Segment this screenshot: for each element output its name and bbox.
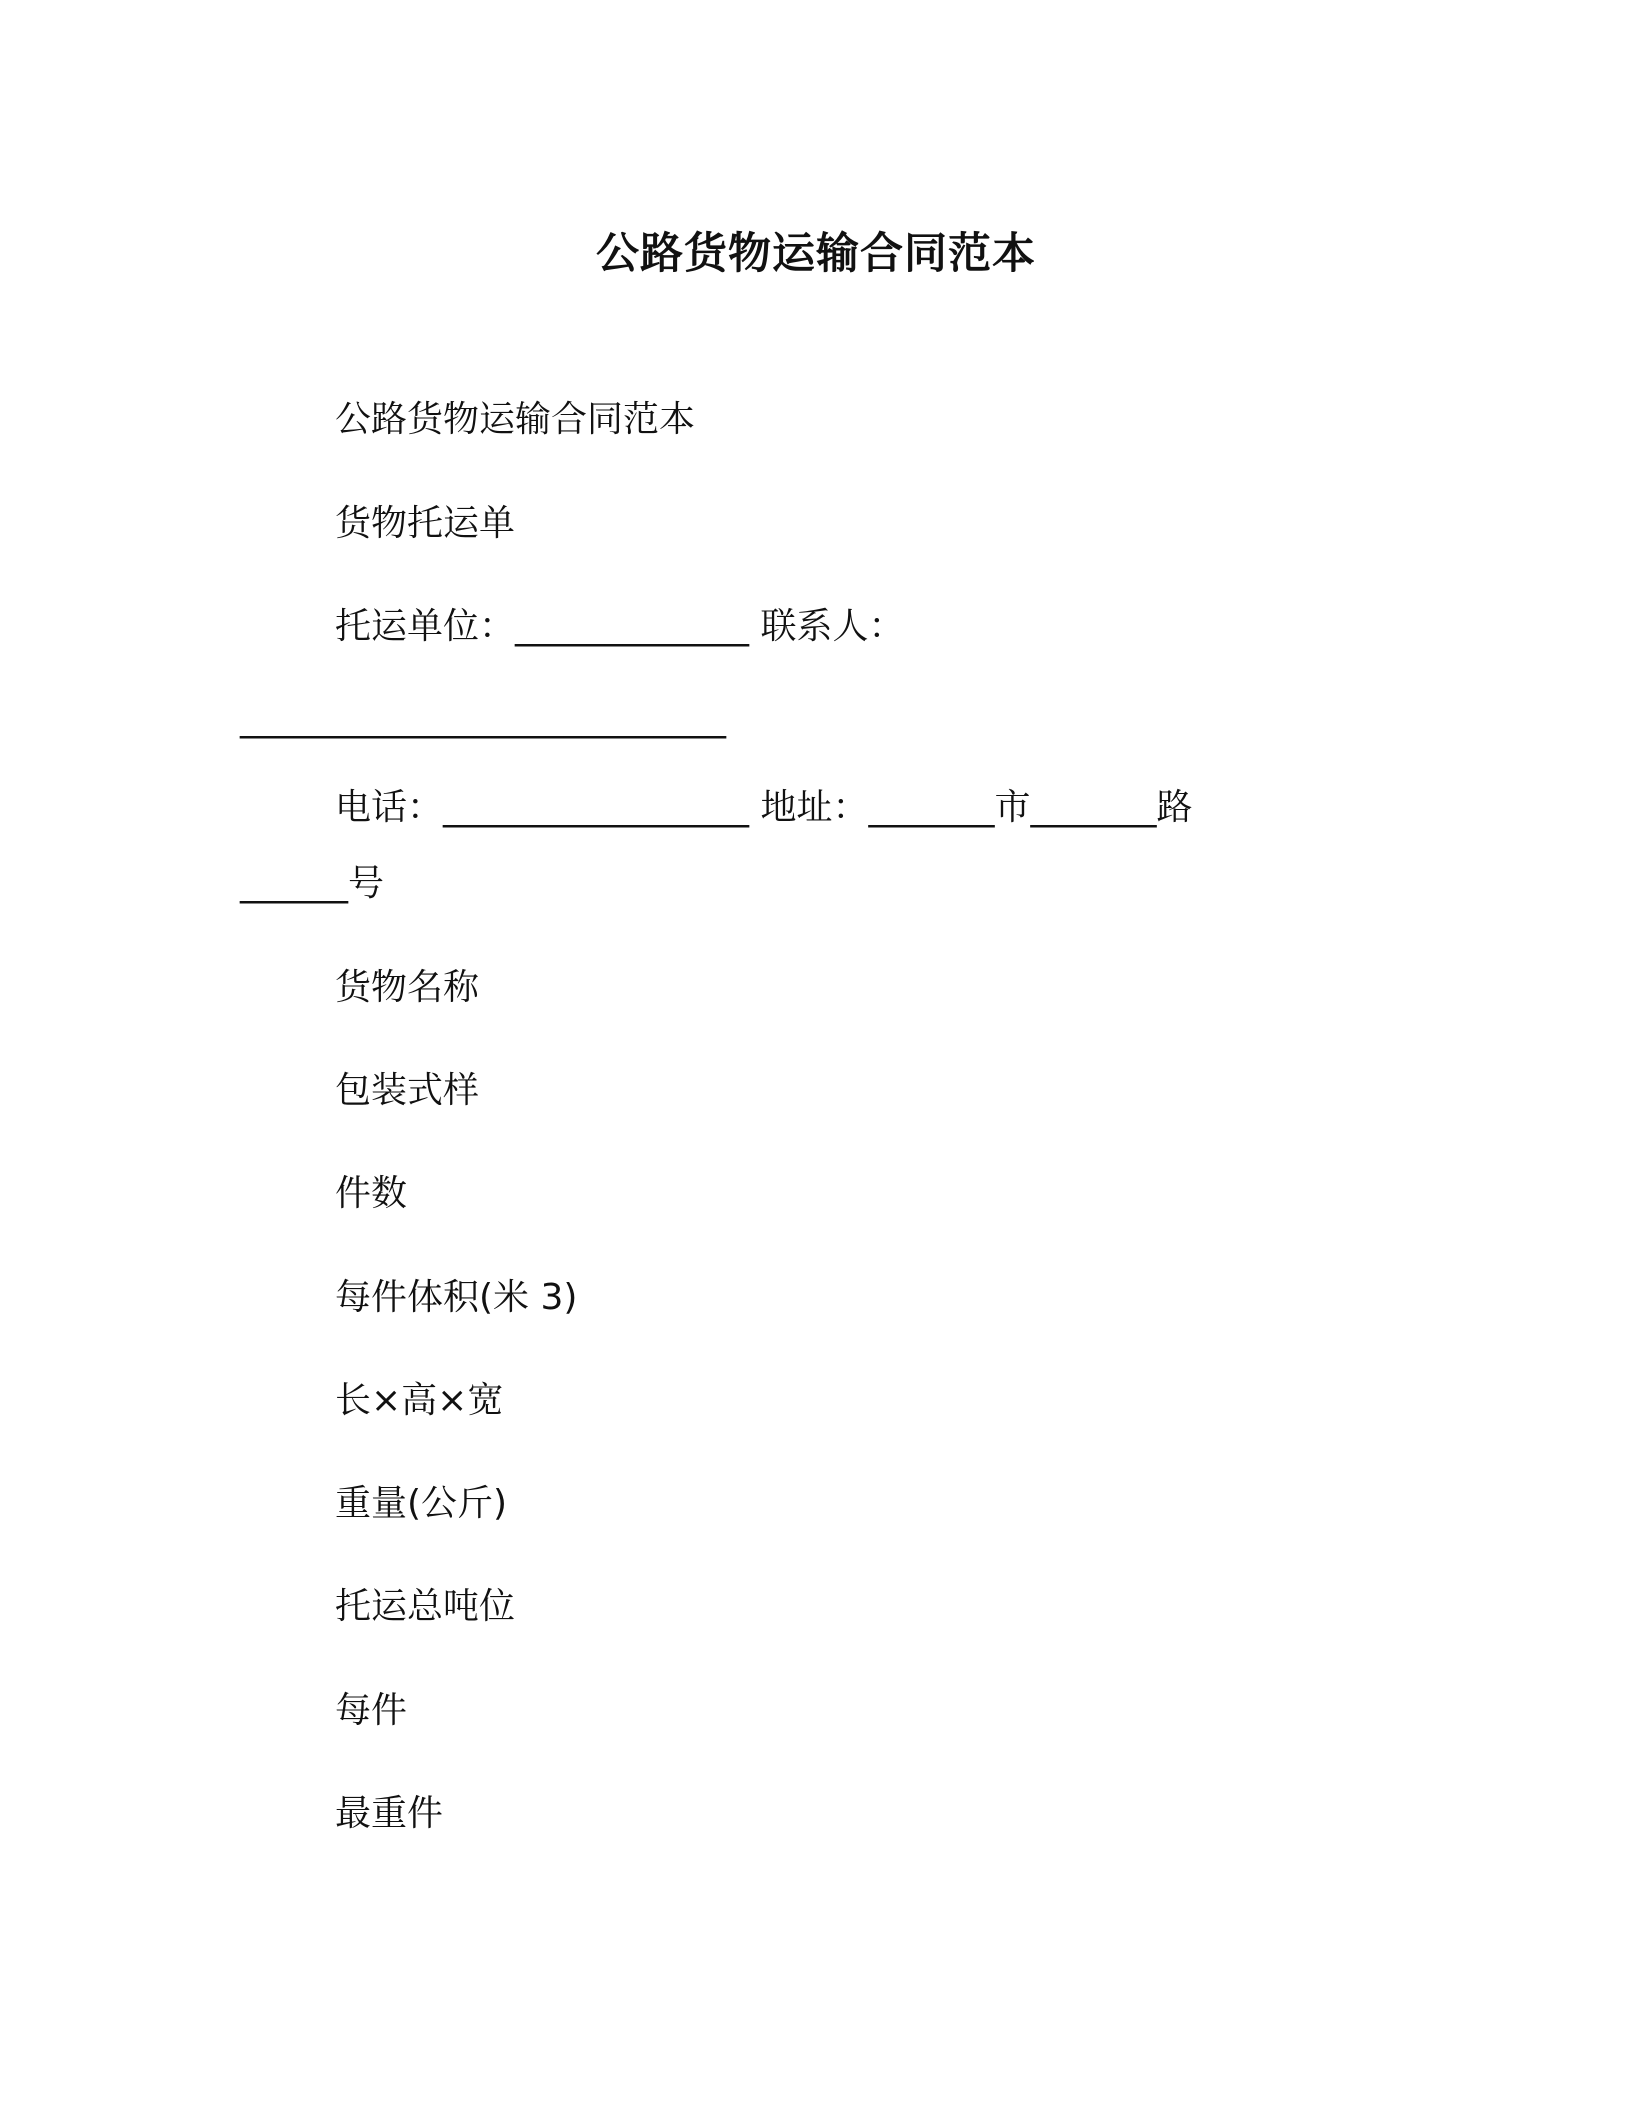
paragraph-phone-address: 电话：_________________ 地址：_______市_______路 [335,787,1193,828]
paragraph-dimensions: 长×高×宽 [335,1380,504,1421]
paragraph-piece-count: 件数 [335,1173,408,1214]
paragraph-shipper-contact: 托运单位：_____________ 联系人： [335,606,905,647]
paragraph-subtitle: 公路货物运输合同范本 [335,399,696,440]
document-title: 公路货物运输合同范本 [596,229,1036,279]
paragraph-goods-name: 货物名称 [335,967,480,1008]
paragraph-packaging: 包装式样 [335,1070,480,1111]
paragraph-per-piece: 每件 [335,1690,408,1731]
paragraph-consignment-note: 货物托运单 [335,503,516,544]
paragraph-total-tonnage: 托运总吨位 [335,1586,516,1627]
paragraph-volume: 每件体积(米 3) [335,1277,578,1318]
paragraph-weight: 重量(公斤) [335,1483,508,1524]
paragraph-address-number: ______号 [240,863,385,904]
paragraph-heaviest-piece: 最重件 [335,1793,444,1834]
paragraph-contact-blank: ___________________________ [240,698,726,739]
